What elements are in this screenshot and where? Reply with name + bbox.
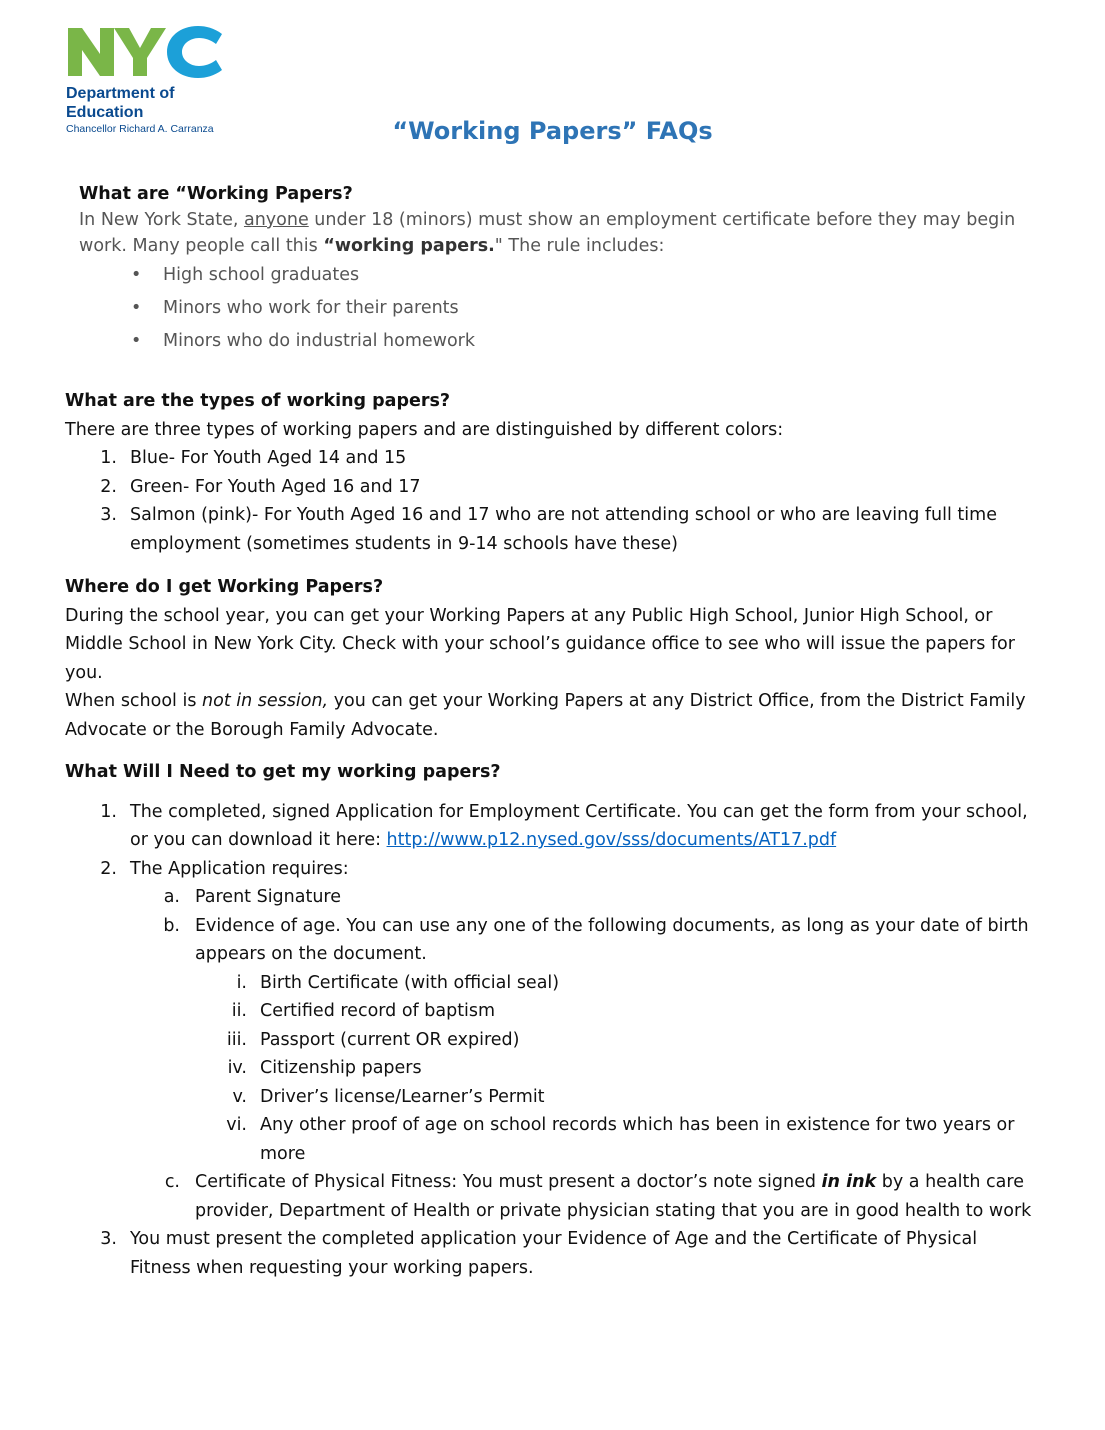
roman-list-item (65, 969, 1065, 998)
list-item-text: Any other proof of age on school records which has been in existence for two years or (260, 1115, 1015, 1135)
list-number: 3. (100, 505, 117, 525)
application-pdf-link[interactable]: http://www.p12.nysed.gov/sss/documents/AT17.pdf (386, 830, 837, 850)
underlined-text: anyone (243, 210, 309, 230)
section-heading: What are the types of working papers? (65, 391, 451, 411)
paragraph-line: Middle School in New York City. Check with your school’s guidance office to see who will issue the papers for (65, 634, 1015, 654)
bullet-icon: • (131, 331, 142, 351)
section-heading: What Will I Need to get my working papers? (65, 762, 501, 782)
list-item-text: Minors who do industrial homework (163, 331, 475, 351)
nyc-logo-icon (66, 24, 226, 80)
page-title: “Working Papers” FAQs (392, 117, 713, 145)
list-item-text: Certificate of Physical Fitness: You must present a doctor’s note signed (195, 1172, 822, 1192)
roman-list-item (65, 997, 1065, 1026)
list-item-text: Passport (current OR expired) (260, 1029, 520, 1050)
list-item-text: Minors who work for their parents (163, 298, 459, 318)
list-number: a. (163, 887, 180, 907)
list-item-text: or you can download it here: (130, 830, 387, 850)
list-item-text: The Application requires: (130, 858, 349, 879)
list-item-text: by a health care (876, 1172, 1024, 1192)
list-number: 2. (100, 476, 117, 497)
roman-list-item (65, 1083, 1065, 1112)
paragraph (79, 207, 1059, 233)
list-item (79, 292, 1059, 325)
list-item (65, 1225, 1065, 1282)
list-item (65, 444, 1065, 473)
list-item-text: The completed, signed Application for Employment Certificate. You can get the form from your school, (130, 801, 1028, 822)
roman-list-item (65, 1054, 1065, 1083)
list-number: 1. (100, 448, 117, 468)
list-number: 3. (100, 1229, 117, 1249)
list-item-text: Driver’s license/Learner’s Permit (260, 1086, 545, 1107)
text-run: When school is (65, 691, 203, 711)
list-item (65, 855, 1065, 884)
list-item-text: Evidence of age. You can use any one of the following documents, as long as your date of birth (195, 915, 1029, 936)
list-item (65, 501, 1065, 558)
list-item-text: High school graduates (163, 265, 360, 285)
text-run: you can get your Working Papers at any District Office, from the District Family (328, 691, 1026, 711)
sub-list-item (65, 883, 1065, 912)
section-heading: Where do I get Working Papers? (65, 577, 384, 597)
section-types (65, 387, 1065, 558)
section-heading: What are “Working Papers? (79, 184, 353, 204)
list-number: iv. (227, 1058, 247, 1078)
paragraph-line: Advocate or the Borough Family Advocate. (65, 719, 439, 740)
logo-department-text: Department of Education (66, 85, 175, 121)
paragraph-line: you. (65, 662, 103, 683)
list-number: iii. (226, 1029, 247, 1050)
list-number: c. (164, 1172, 180, 1192)
section-where (65, 573, 1065, 744)
sub-list-item (65, 1168, 1065, 1225)
bullet-icon: • (131, 265, 142, 285)
list-item (65, 473, 1065, 502)
list-item-text: more (260, 1143, 306, 1164)
text-run: In New York State, (79, 210, 244, 230)
text-run: " The rule includes: (494, 236, 665, 256)
list-number: i. (236, 972, 247, 993)
list-item-text: Birth Certificate (with official seal) (260, 972, 560, 993)
paragraph-line (65, 687, 1065, 716)
text-run: work. Many people call this (79, 236, 324, 256)
list-number: 2. (100, 858, 117, 879)
page-title-wrap (0, 117, 1105, 145)
paragraph-line: During the school year, you can get your Working Papers at any Public High School, Junior High School, or (65, 605, 993, 626)
text-run: under 18 (minors) must show an employment certificate before they may begin (308, 210, 1016, 230)
bold-text: “working papers. (323, 236, 495, 256)
bullet-list (79, 259, 1059, 358)
list-item-text: employment (sometimes students in 9-14 schools have these) (130, 533, 678, 554)
list-number: b. (163, 915, 180, 936)
list-item-text: provider, Department of Health or private physician stating that you are in good health to work (195, 1200, 1032, 1221)
list-item-text: Blue- For Youth Aged 14 and 15 (130, 448, 407, 468)
bullet-icon: • (131, 298, 142, 318)
list-item (65, 798, 1065, 855)
roman-list-item (65, 1111, 1065, 1168)
section-what-are (79, 181, 1059, 358)
list-item-text: Citizenship papers (260, 1058, 422, 1078)
list-number: 1. (100, 801, 117, 822)
list-item-text: Fitness when requesting your working papers. (130, 1257, 534, 1278)
list-item-text: Salmon (pink)- For Youth Aged 16 and 17 who are not attending school or who are leaving full time (130, 505, 997, 525)
list-item (79, 259, 1059, 292)
sub-list-item (65, 912, 1065, 969)
list-number: v. (232, 1086, 247, 1107)
list-item-text: Parent Signature (195, 887, 342, 907)
italic-text: not in session, (202, 691, 329, 711)
list-item-text: Certified record of baptism (260, 1001, 496, 1021)
list-number: vi. (226, 1115, 247, 1135)
logo-chancellor-text: Chancellor Richard A. Carranza (66, 123, 214, 135)
list-item (79, 325, 1059, 358)
list-item-text: appears on the document. (195, 944, 427, 964)
roman-list-item (65, 1026, 1065, 1055)
list-item-text: You must present the completed application your Evidence of Age and the Certificate of Physical (130, 1229, 978, 1249)
paragraph: There are three types of working papers and are distinguished by different colors: (65, 419, 784, 440)
list-number: ii. (231, 1001, 247, 1021)
list-item-text: Green- For Youth Aged 16 and 17 (130, 476, 421, 497)
bold-italic-text: in ink (821, 1172, 877, 1192)
paragraph (79, 233, 1059, 259)
section-what-need (65, 758, 1065, 1282)
